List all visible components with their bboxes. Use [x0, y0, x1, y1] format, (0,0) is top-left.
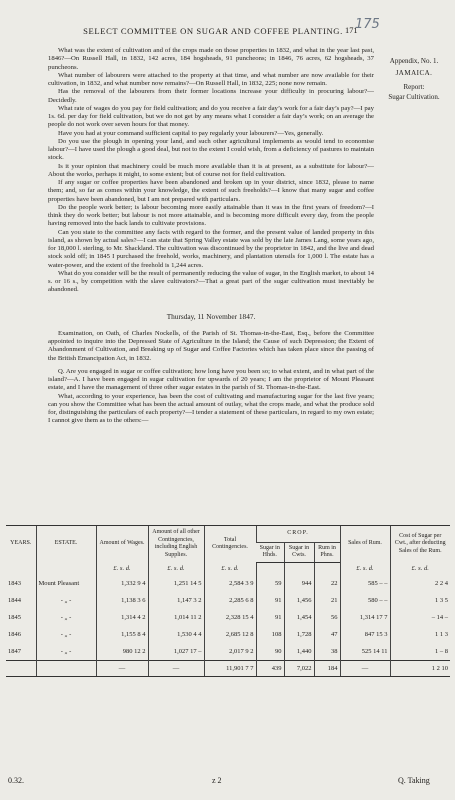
cell-cost: – 14 – — [390, 609, 450, 626]
cell-contingencies: 1,251 14 5 — [148, 575, 204, 592]
margin-topic: Sugar Cultivation. — [388, 93, 440, 101]
table-row — [6, 609, 450, 626]
cell-rum: 56 — [314, 609, 340, 626]
margin-report: Report: — [403, 83, 425, 91]
header-sugar-cwts: Sugar in Cwts. — [284, 543, 314, 562]
total-wages: — — [96, 660, 148, 676]
total-contingencies: — — [148, 660, 204, 676]
cell-year: 1845 — [8, 613, 21, 621]
cell-cwts: 944 — [284, 575, 314, 592]
question-answer: What, according to your experience, has been the cost of cultivating and manufacturing sugar for the last five years; can you show the Committee what has been the actual amount of outlay, what the crops made, and what the produce sold for, distinguishing the particulars of each property?—I tender a statement of these particulars, in regard to my own estate; I cannot give them as to the others:— — [48, 392, 374, 425]
table-row — [6, 575, 450, 592]
total-sales: — — [340, 660, 390, 676]
paragraph: What number of labourers were attached to the property at that time, and what number are now available for their cultivation, in 1832, and what number now remains?—On Russell Hall, in 1832, 225; none now remain. — [48, 71, 374, 87]
paragraph: If any sugar or coffee properties have been abandoned and broken up in your district, since 1832, please to name them; and, so far as comes within your knowledge, the extent of such freeholds?—I know that many sugar and coffee properties have been abandoned, but I am not prepared with particulars. — [48, 179, 374, 203]
cell-cost: 1 3 5 — [390, 592, 450, 609]
total-total: 11,901 7 7 — [204, 660, 256, 676]
cell-rum: 47 — [314, 626, 340, 643]
margin-note — [378, 56, 450, 102]
cell-total: 2,584 3 9 — [204, 575, 256, 592]
cell-sales: 1,314 17 7 — [340, 609, 390, 626]
handwritten-page-number: 175 — [355, 17, 380, 32]
paragraph: Do the people work better; is labour becoming more easily attainable than it was in the first years of freedom?—I think they do work better; but labour is not more attainable, and is becoming more difficult every day, from the people having removed into the back lands to cultivate provisions. — [48, 203, 374, 228]
cell-wages: 1,155 8 4 — [96, 626, 148, 643]
margin-jamaica: JAMAICA. — [395, 69, 433, 77]
cell-estate: - „ - — [36, 626, 96, 643]
cell-wages: 1,138 3 6 — [96, 592, 148, 609]
unit-label: £. s. d. — [340, 562, 390, 575]
margin-appendix: Appendix, No. 1. — [389, 57, 439, 65]
paragraph: Has the removal of the labourers from their former locations increase your difficulty in procuring labour?—Decidedly. — [48, 88, 374, 104]
paragraph: What was the extent of cultivation and of the crops made on those properties in 1832, and what in the year last past, 1846?—On Russell Hall, in 1832, 142 acres, 184 hogsheads, 91 puncheons; in 1846, 76 acres, 62 hogsheads, 37 puncheons. — [48, 47, 374, 71]
cell-total: 2,328 15 4 — [204, 609, 256, 626]
cell-year: 1844 — [8, 596, 21, 604]
cell-wages: 1,314 4 2 — [96, 609, 148, 626]
total-cost: 1 2 10 — [390, 660, 450, 676]
sugar-cost-table — [6, 525, 450, 677]
cell-year: 1846 — [8, 630, 21, 638]
cell-year: 1843 — [8, 579, 21, 587]
table-row — [6, 592, 450, 609]
unit-label: £. s. d. — [96, 562, 148, 575]
table-row — [6, 643, 450, 661]
cell-sales: 525 14 11 — [340, 643, 390, 661]
cell-hhds: 91 — [256, 609, 284, 626]
header-crop: CROP. — [256, 526, 340, 543]
cell-wages: 1,332 9 4 — [96, 575, 148, 592]
header-contingencies: Amount of all other Contingencies, including English Supplies. — [148, 526, 204, 563]
paragraph: Do you use the plough in opening your land, and such other agricultural implements as would tend to economise labour?—I have used the plough a good deal, but not to the extent I could wish, from a deficiency of pastures to maintain stock. — [48, 137, 374, 162]
cell-cwts: 1,728 — [284, 626, 314, 643]
paragraph: Have you had at your command sufficient capital to pay regularly your labourers?—Yes, generally. — [58, 129, 324, 137]
unit-label: £. s. d. — [148, 562, 204, 575]
cell-year: 1847 — [8, 647, 21, 655]
header-total: Total Contingencies. — [204, 526, 256, 563]
unit-label: £. s. d. — [204, 562, 256, 575]
date-heading: Thursday, 11 November 1847. — [166, 311, 256, 321]
cell-cwts: 1,456 — [284, 592, 314, 609]
footer-catchword: Q. Taking — [398, 776, 430, 785]
cell-rum: 22 — [314, 575, 340, 592]
cell-hhds: 90 — [256, 643, 284, 661]
body-text — [48, 47, 374, 426]
running-header: SELECT COMMITTEE ON SUGAR AND COFFEE PLANTING. — [83, 26, 343, 36]
cell-wages: 980 12 2 — [96, 643, 148, 661]
paragraph: What rate of wages do you pay for field cultivation; and do you receive a fair day’s work for a fair day’s pay?—I pay 1s. 6d. per day for field cultivation, but we do not get by any means what I consider a fair day’s work; on an average the people do not work over seven hours for that money. — [48, 104, 374, 129]
header-years: YEARS. — [6, 526, 36, 563]
footer-signature: z 2 — [212, 776, 222, 785]
units-row — [6, 562, 450, 575]
cell-rum: 21 — [314, 592, 340, 609]
examination-heading: Examination, on Oath, of Charles Nockells, of the Parish of St. Thomas-in-the-East, Esq., before the Committee appointed to inquire into the Depressed State of Agriculture in the Island; the Cause of such Depression; the Extent of Abandonment of Cultivation, and Breaking up of Sugar and Coffee Factories which has taken place since the passing of the British Emancipation Act, in 1832. — [48, 329, 374, 362]
cell-sales: 585 – – — [340, 575, 390, 592]
cell-hhds: 108 — [256, 626, 284, 643]
table-row — [6, 626, 450, 643]
total-row — [6, 660, 450, 676]
cell-contingencies: 1,147 3 2 — [148, 592, 204, 609]
cell-sales: 580 – – — [340, 592, 390, 609]
total-cwts: 7,022 — [284, 660, 314, 676]
cell-total: 2,285 6 8 — [204, 592, 256, 609]
header-sugar-hhds: Sugar in Hhds. — [256, 543, 284, 562]
paragraph: Can you state to the committee any facts with regard to the former, and the present value of landed property in this island, as shown by actual sales?—I can state that Spring Valley estate was sold by the late James Lang, some years ago, for 18,000 l. sterling, to Mr. Shackland. The cultivation was discontinued by the proprietor in 1842, and the live and dead stock sold off; in 1845 I purchased the freehold, works, machinery, and plantation utensils for 1,000 l. The estate has a water-power, and the extent of the freehold is 1,244 acres. — [48, 228, 374, 269]
cell-contingencies: 1,014 11 2 — [148, 609, 204, 626]
cell-cwts: 1,454 — [284, 609, 314, 626]
cell-total: 2,685 12 8 — [204, 626, 256, 643]
cell-contingencies: 1,027 17 – — [148, 643, 204, 661]
cell-estate: - „ - — [36, 643, 96, 661]
footer-left: 0.32. — [8, 776, 24, 785]
cell-cost: 1 – 8 — [390, 643, 450, 661]
paragraph: What do you consider will be the result of permanently reducing the value of sugar, in the English market, to about 14 s. or 16 s., by competition with the slave cultivators?—That a great part of the sugar cultivation must inevitably be abandoned. — [48, 269, 375, 294]
cell-rum: 38 — [314, 643, 340, 661]
cell-cwts: 1,440 — [284, 643, 314, 661]
cell-contingencies: 1,530 4 4 — [148, 626, 204, 643]
total-rum: 184 — [314, 660, 340, 676]
cell-estate: - „ - — [36, 609, 96, 626]
header-cost: Cost of Sugar per Cwt., after deducting Sales of the Rum. — [390, 526, 450, 563]
unit-label: £. s. d. — [390, 562, 450, 575]
header-wages: Amount of Wages. — [96, 526, 148, 563]
cell-total: 2,017 9 2 — [204, 643, 256, 661]
page-number: 171 — [345, 26, 358, 35]
cell-estate: Mount Pleasant — [36, 575, 96, 592]
cell-sales: 847 15 3 — [340, 626, 390, 643]
cell-cost: 1 1 3 — [390, 626, 450, 643]
cell-estate: - „ - — [36, 592, 96, 609]
cell-cost: 2 2 4 — [390, 575, 450, 592]
header-estate: ESTATE. — [36, 526, 96, 563]
header-sales: Sales of Rum. — [340, 526, 390, 563]
header-rum: Rum in Phns. — [314, 543, 340, 562]
total-hhds: 439 — [256, 660, 284, 676]
paragraph: Is it your opinion that machinery could be much more available than it is at present, as a substitute for labour?—About the works, perhaps it might, to some extent; but of course not for field cultivation. — [48, 162, 374, 178]
question-answer: Q. Are you engaged in sugar or coffee cultivation; how long have you been so; to what extent, and in what part of the island?—A. I have been engaged in sugar cultivation for upwards of 20 years; I am the proprietor of Mount Pleasant estate, and I have the management of three other sugar estates in the parish of St. Thomas-in-the-East. — [48, 367, 374, 392]
cell-hhds: 59 — [256, 575, 284, 592]
cell-hhds: 91 — [256, 592, 284, 609]
